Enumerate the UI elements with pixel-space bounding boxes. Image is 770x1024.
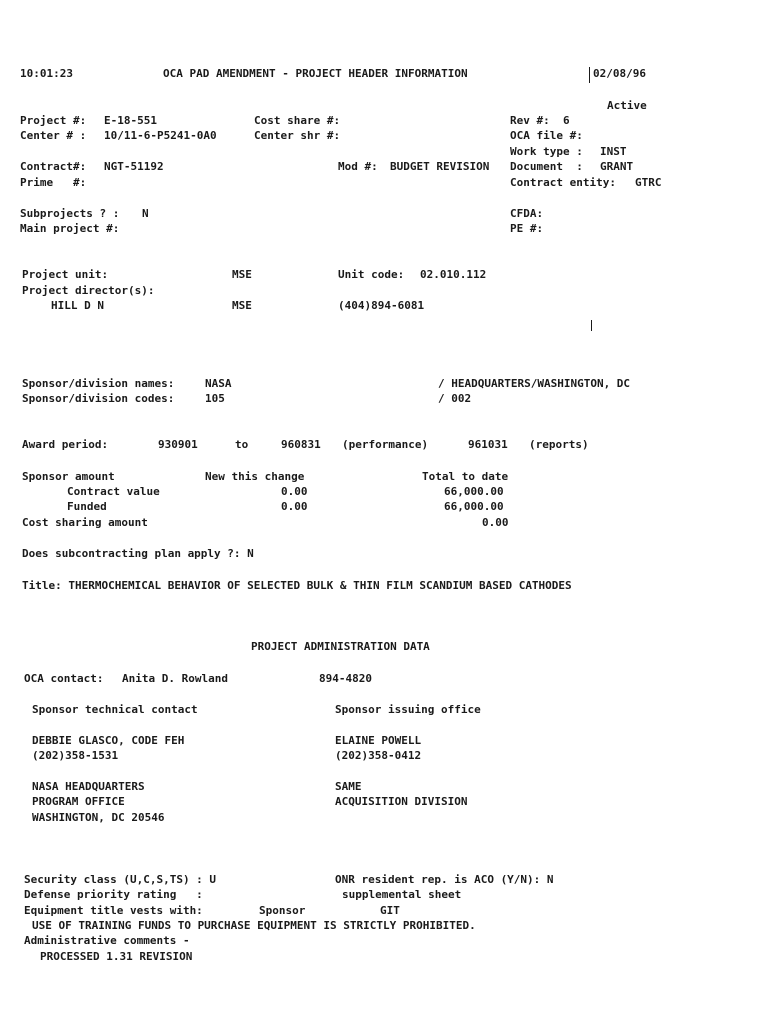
subcontracting-line: Does subcontracting plan apply ?: N — [22, 547, 254, 560]
sponsor-names-label: Sponsor/division names: — [22, 377, 175, 390]
center-label: Center # : — [20, 129, 87, 142]
funded-new: 0.00 — [281, 500, 308, 513]
subprojects-value: N — [142, 207, 149, 220]
equipment-title-label: Equipment title vests with: — [24, 904, 203, 917]
director-phone: (404)894-6081 — [338, 299, 425, 312]
contract-value-new: 0.00 — [281, 485, 308, 498]
total-to-date-label: Total to date — [422, 470, 509, 483]
issuing-office-phone: (202)358-0412 — [335, 749, 422, 762]
contract-value: NGT-51192 — [104, 160, 164, 173]
margin-mark — [591, 320, 592, 331]
award-performance: (performance) — [342, 438, 429, 451]
rev-label: Rev #: — [510, 114, 550, 127]
pe-label: PE #: — [510, 222, 544, 235]
tech-contact-name: DEBBIE GLASCO, CODE FEH — [32, 734, 185, 747]
project-number: E-18-551 — [104, 114, 157, 127]
oca-contact-name: Anita D. Rowland — [122, 672, 228, 685]
contract-entity-label: Contract entity: — [510, 176, 616, 189]
sponsor-names-value: NASA — [205, 377, 232, 390]
issuing-address-line1: SAME — [335, 780, 362, 793]
status-badge: Active — [607, 99, 647, 112]
unit-code-label: Unit code: — [338, 268, 405, 281]
prime-label: Prime #: — [20, 176, 87, 189]
sponsor-amount-label: Sponsor amount — [22, 470, 115, 483]
rev-value: 6 — [563, 114, 570, 127]
work-type-value: INST — [600, 145, 627, 158]
unit-code-value: 02.010.112 — [420, 268, 487, 281]
award-reports: (reports) — [529, 438, 589, 451]
cfda-label: CFDA: — [510, 207, 544, 220]
cost-sharing-label: Cost sharing amount — [22, 516, 148, 529]
funded-label: Funded — [67, 500, 107, 513]
defense-priority: Defense priority rating : — [24, 888, 203, 901]
report-time: 10:01:23 — [20, 67, 73, 80]
project-unit-value: MSE — [232, 268, 252, 281]
tech-contact-label: Sponsor technical contact — [32, 703, 198, 716]
funded-total: 66,000.00 — [444, 500, 504, 513]
director-name: HILL D N — [51, 299, 104, 312]
onr-resident: ONR resident rep. is ACO (Y/N): N — [335, 873, 554, 886]
report-title: OCA PAD AMENDMENT - PROJECT HEADER INFORMATION — [163, 67, 468, 80]
contract-entity-value: GTRC — [635, 176, 662, 189]
award-to: to — [235, 438, 249, 451]
mod-label: Mod #: — [338, 160, 378, 173]
tech-contact-phone: (202)358-1531 — [32, 749, 119, 762]
equipment-sponsor: Sponsor — [259, 904, 306, 917]
project-title: Title: THERMOCHEMICAL BEHAVIOR OF SELECTED BULK & THIN FILM SCANDIUM BASED CATHODES — [22, 579, 572, 592]
supplemental-sheet: supplemental sheet — [342, 888, 462, 901]
award-period-label: Award period: — [22, 438, 109, 451]
equipment-git: GIT — [380, 904, 400, 917]
work-type-label: Work type : — [510, 145, 583, 158]
sponsor-codes-value: 105 — [205, 392, 225, 405]
oca-file-label: OCA file #: — [510, 129, 583, 142]
project-directors-label: Project director(s): — [22, 284, 155, 297]
oca-contact-phone: 894-4820 — [319, 672, 372, 685]
header-divider — [589, 67, 590, 83]
tech-address-line1: NASA HEADQUARTERS — [32, 780, 145, 793]
project-unit-label: Project unit: — [22, 268, 109, 281]
admin-heading: PROJECT ADMINISTRATION DATA — [251, 640, 430, 653]
project-number-label: Project #: — [20, 114, 87, 127]
sponsor-names-division: / HEADQUARTERS/WASHINGTON, DC — [438, 377, 631, 390]
issuing-office-label: Sponsor issuing office — [335, 703, 481, 716]
contract-value-total: 66,000.00 — [444, 485, 504, 498]
award-start: 930901 — [158, 438, 198, 451]
document-label: Document : — [510, 160, 583, 173]
sponsor-codes-division: / 002 — [438, 392, 472, 405]
award-end: 960831 — [281, 438, 321, 451]
cost-share-label: Cost share #: — [254, 114, 341, 127]
equipment-note: USE OF TRAINING FUNDS TO PURCHASE EQUIPMENT IS STRICTLY PROHIBITED. — [32, 919, 476, 932]
document-value: GRANT — [600, 160, 634, 173]
main-project-label: Main project #: — [20, 222, 120, 235]
report-date: 02/08/96 — [593, 67, 646, 80]
subprojects-label: Subprojects ? : — [20, 207, 120, 220]
award-reports-date: 961031 — [468, 438, 508, 451]
new-change-label: New this change — [205, 470, 305, 483]
issuing-office-name: ELAINE POWELL — [335, 734, 422, 747]
sponsor-codes-label: Sponsor/division codes: — [22, 392, 175, 405]
admin-comments-label: Administrative comments - — [24, 934, 190, 947]
mod-value: BUDGET REVISION — [390, 160, 490, 173]
tech-address-line3: WASHINGTON, DC 20546 — [32, 811, 165, 824]
issuing-address-line2: ACQUISITION DIVISION — [335, 795, 468, 808]
tech-address-line2: PROGRAM OFFICE — [32, 795, 125, 808]
director-unit: MSE — [232, 299, 252, 312]
oca-contact-label: OCA contact: — [24, 672, 104, 685]
contract-value-label: Contract value — [67, 485, 160, 498]
admin-comments: PROCESSED 1.31 REVISION — [40, 950, 193, 963]
contract-label: Contract#: — [20, 160, 87, 173]
cost-sharing-total: 0.00 — [482, 516, 509, 529]
center-shr-label: Center shr #: — [254, 129, 341, 142]
security-class: Security class (U,C,S,TS) : U — [24, 873, 217, 886]
center-value: 10/11-6-P5241-0A0 — [104, 129, 217, 142]
